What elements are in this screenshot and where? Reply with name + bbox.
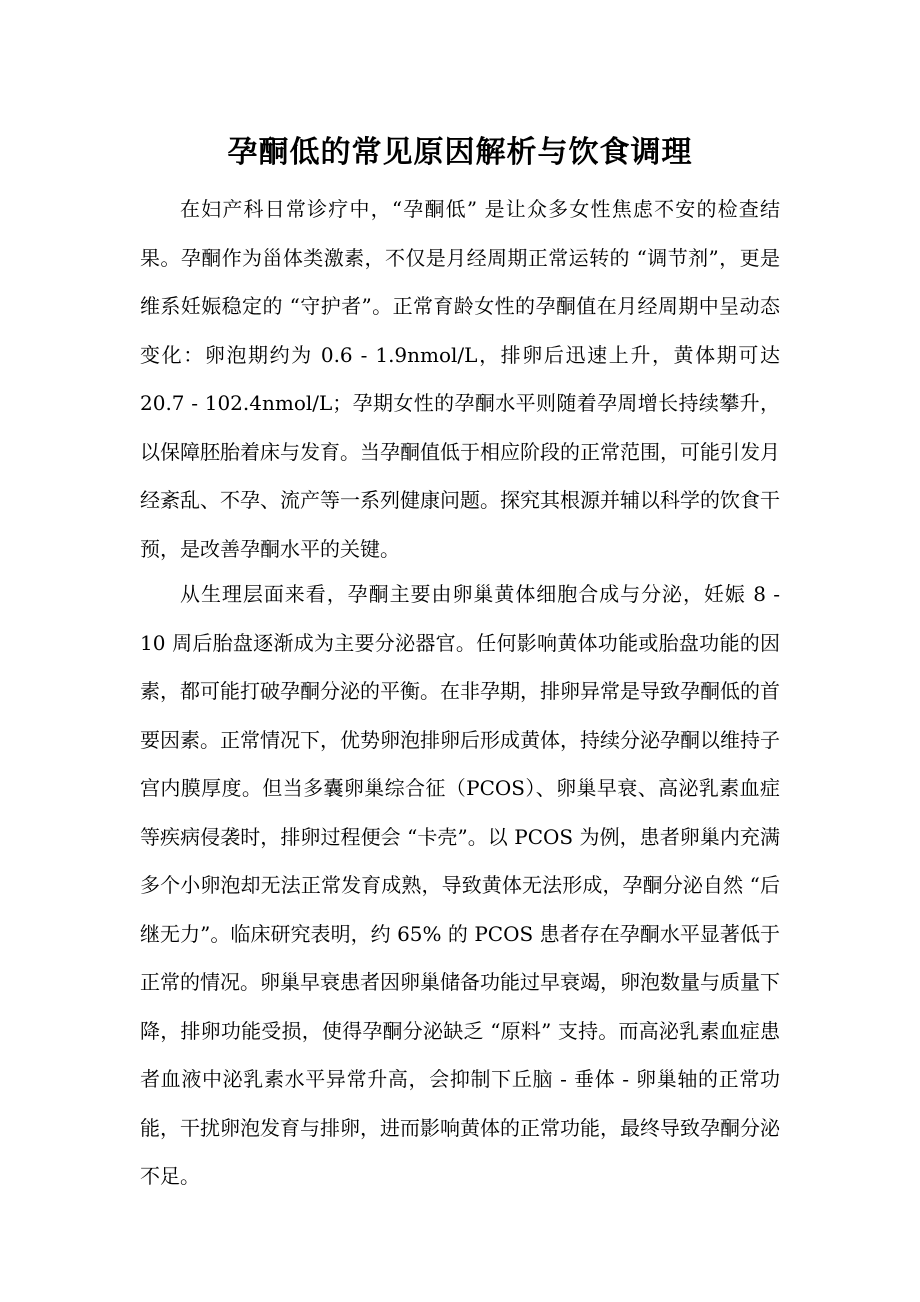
- paragraph-1: 在妇产科日常诊疗中，“孕酮低” 是让众多女性焦虑不安的检查结果。孕酮作为甾体类激素，不仅是月经周期正常运转的 “调节剂”，更是维系妊娠稳定的 “守护者”。正常育龄女性的孕酮值在月经周期中呈动态变化：卵泡期约为 0.6 - 1.9nmol/L，排卵后迅速上升，黄体期可达 20.7 - 102.4nmol/L；孕期女性的孕酮水平则随着孕周增长持续攀升，以保障胚胎着床与发育。当孕酮值低于相应阶段的正常范围，可能引发月经紊乱、不孕、流产等一系列健康问题。探究其根源并辅以科学的饮食干预，是改善孕酮水平的关键。: [140, 197, 780, 561]
- paragraph-2: 从生理层面来看，孕酮主要由卵巢黄体细胞合成与分泌，妊娠 8 - 10 周后胎盘逐渐成为主要分泌器官。任何影响黄体功能或胎盘功能的因素，都可能打破孕酮分泌的平衡。在非孕期，排卵异常是导致孕酮低的首要因素。正常情况下，优势卵泡排卵后形成黄体，持续分泌孕酮以维持子宫内膜厚度。但当多囊卵巢综合征（PCOS）、卵巢早衰、高泌乳素血症等疾病侵袭时，排卵过程便会 “卡壳”。以 PCOS 为例，患者卵巢内充满多个小卵泡却无法正常发育成熟，导致黄体无法形成，孕酮分泌自然 “后继无力”。临床研究表明，约 65% 的 PCOS 患者存在孕酮水平显著低于正常的情况。卵巢早衰患者因卵巢储备功能过早衰竭，卵泡数量与质量下降，排卵功能受损，使得孕酮分泌缺乏 “原料” 支持。而高泌乳素血症患者血液中泌乳素水平异常升高，会抑制下丘脑 - 垂体 - 卵巢轴的正常功能，干扰卵泡发育与排卵，进而影响黄体的正常功能，最终导致孕酮分泌不足。: [140, 582, 780, 1188]
- document-title: 孕酮低的常见原因解析与饮食调理: [227, 135, 693, 170]
